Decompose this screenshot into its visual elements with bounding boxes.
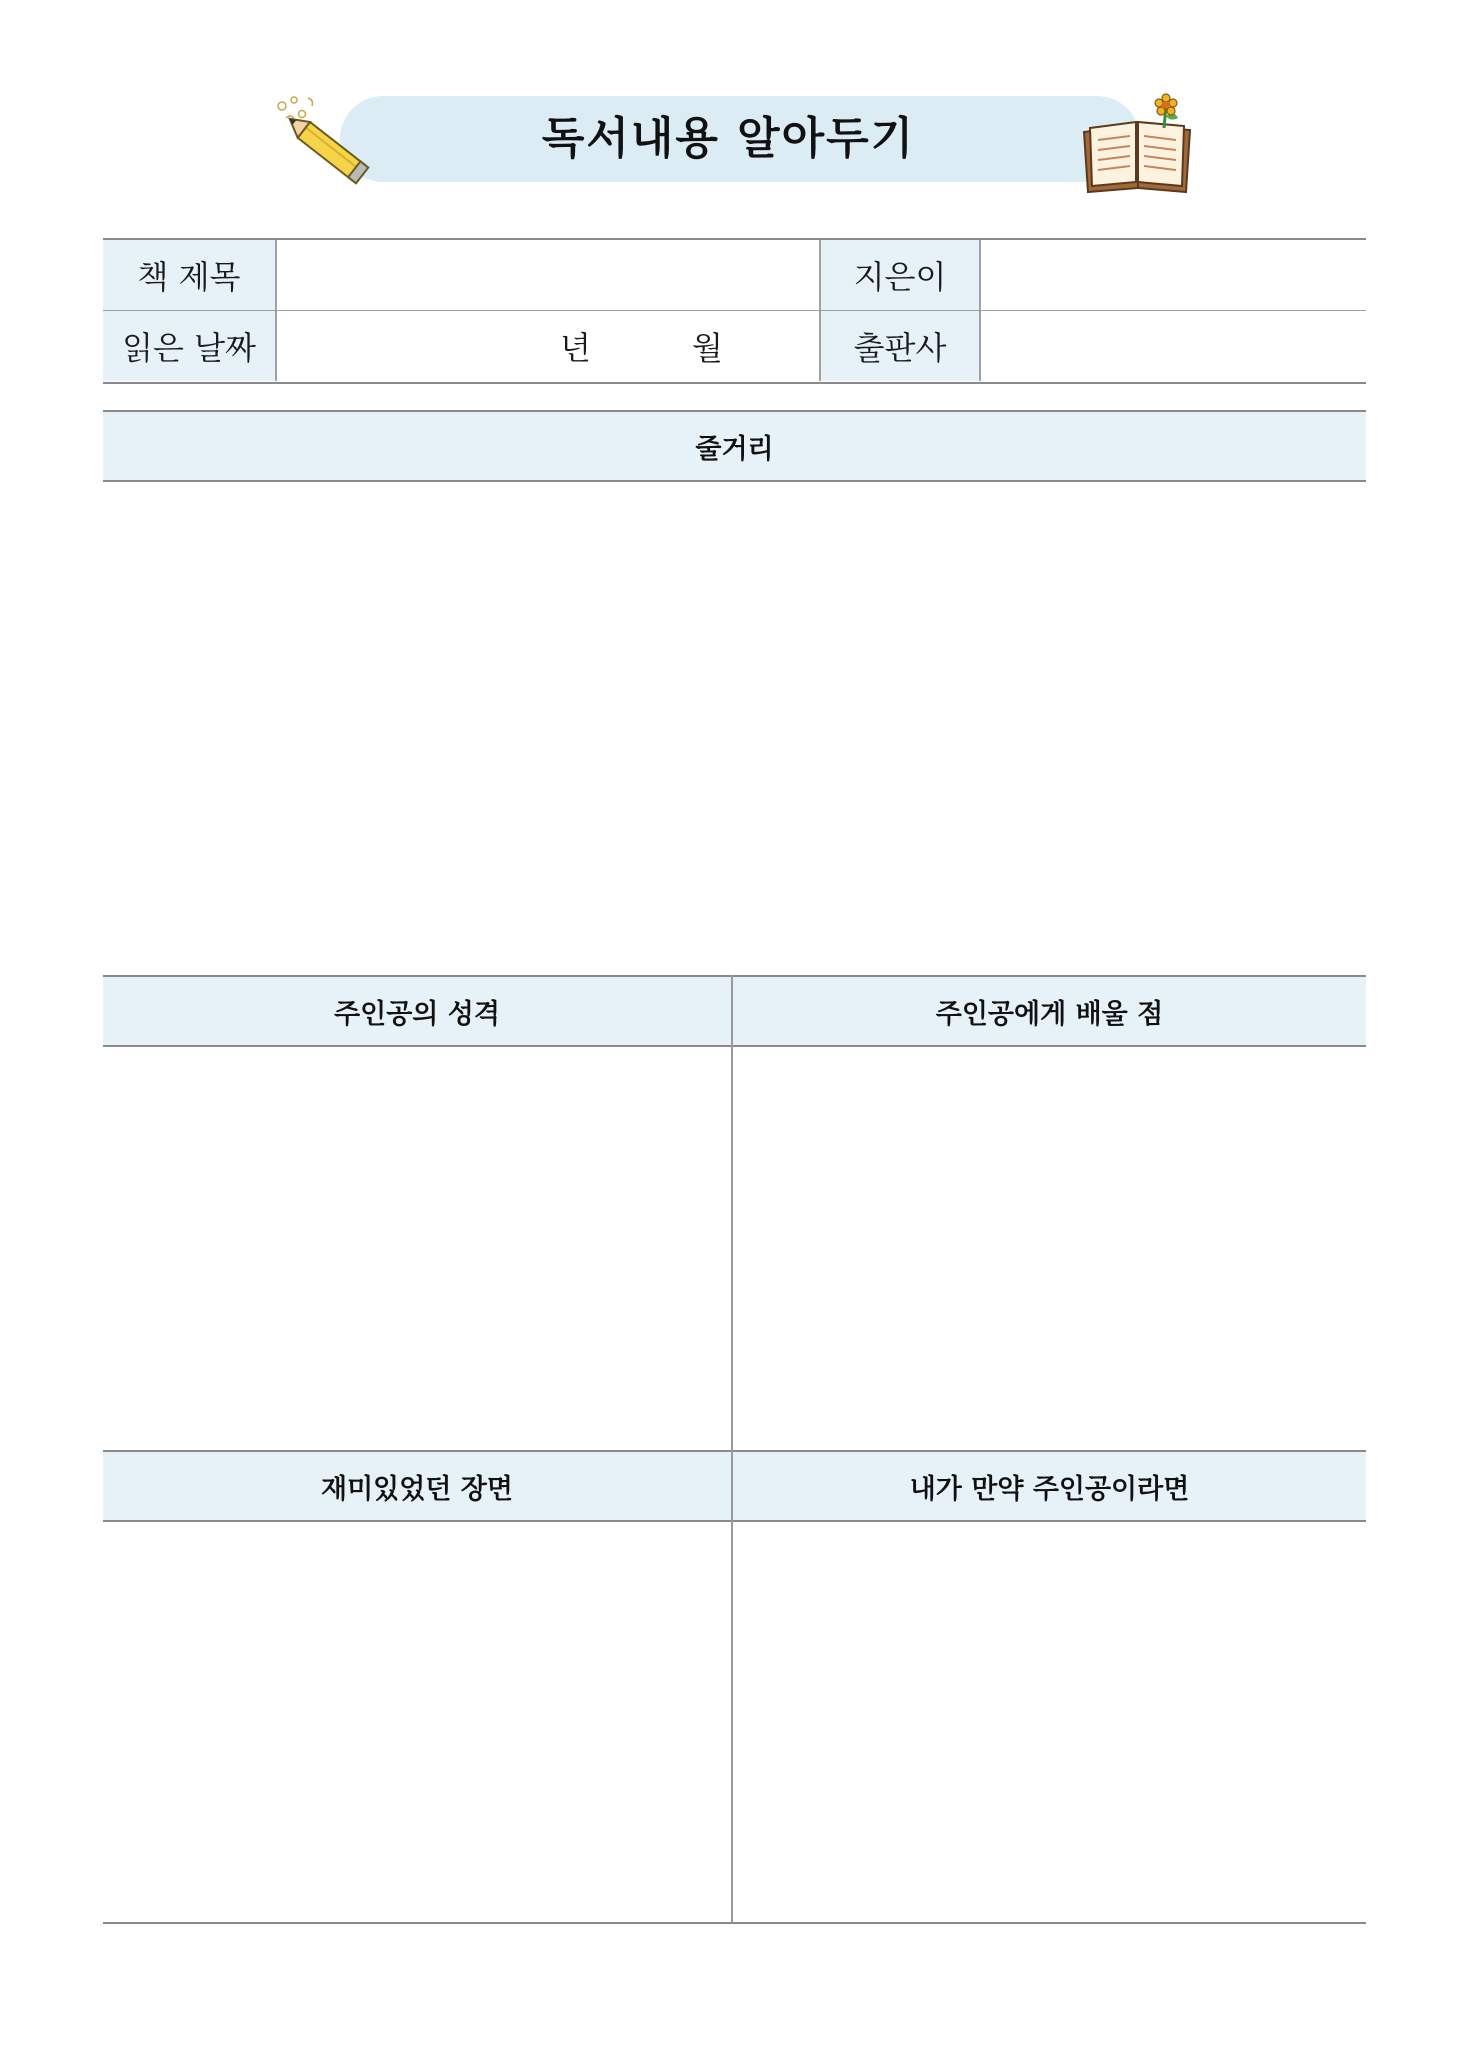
year-unit: 년 (560, 329, 591, 367)
lessons-header: 주인공에게 배울 점 (733, 975, 1366, 1047)
pencil-icon (272, 92, 382, 192)
read-date-label: 읽은 날짜 (103, 311, 277, 381)
read-date-field[interactable] (277, 311, 821, 381)
open-book-icon (1078, 92, 1198, 202)
character-personality-header: 주인공의 성격 (103, 975, 731, 1047)
book-title-field[interactable] (277, 240, 821, 310)
lessons-area[interactable] (733, 1045, 1366, 1450)
bottom-rule (103, 1922, 1366, 1924)
info-row-title-author (103, 240, 1366, 312)
author-label: 지은이 (821, 240, 981, 310)
month-unit: 월 (692, 329, 723, 367)
if-i-were-hero-header: 내가 만약 주인공이라면 (733, 1450, 1366, 1522)
fun-scene-area[interactable] (103, 1520, 731, 1922)
publisher-field[interactable] (981, 311, 1366, 381)
summary-header: 줄거리 (103, 410, 1366, 482)
if-i-were-hero-area[interactable] (733, 1520, 1366, 1922)
book-title-label: 책 제목 (103, 240, 277, 310)
summary-area[interactable] (103, 480, 1366, 974)
book-info-table (103, 238, 1366, 384)
info-row-date-publisher (103, 311, 1366, 381)
publisher-label: 출판사 (821, 311, 981, 381)
character-personality-area[interactable] (103, 1045, 731, 1450)
author-field[interactable] (981, 240, 1366, 310)
fun-scene-header: 재미있었던 장면 (103, 1450, 731, 1522)
page-title: 독서내용 알아두기 (541, 113, 916, 164)
